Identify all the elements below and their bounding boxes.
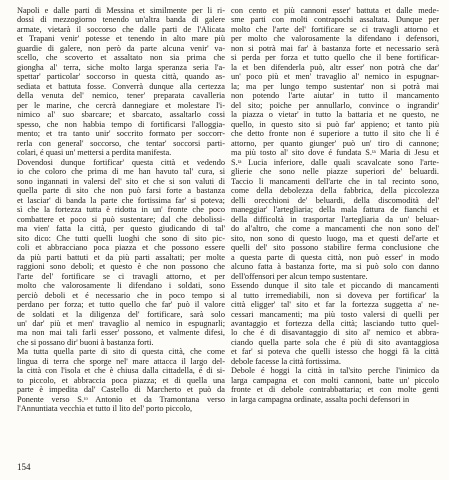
text-line: Napoli e dalle parti di Messina et similmente per li ri-	[17, 6, 225, 15]
text-line: Dovendosi dunque fortificar' questa città et vedendo	[17, 157, 225, 167]
text-line: la et ben difenderla può, altr esser' non potrà che dar'	[231, 62, 439, 72]
text-line: l'Annuntiata vecchia et tutto il lito del' porto piccolo,	[17, 404, 193, 414]
text-line: per le marine, che cercrà dannegiare et molestare l'i-	[17, 100, 225, 110]
text-line: ma vien' fatta la città, per questo giudicando di tal'	[17, 224, 225, 234]
text-line: armate, vietarà il soccorso che dalle parti de l'Alicata	[17, 24, 225, 34]
text-line: della venuta del' nemico, tener' preparata cavalleria	[17, 91, 225, 101]
text-line: sito, non sono di questo luogo, ma et questi del'arte et	[231, 233, 439, 243]
text-line: perciò deboli et é necessario che in poco tempo si	[17, 290, 225, 300]
text-line: delli orecchioni de' beluardi, della discomodità del'	[231, 195, 439, 205]
text-line: sì che la fortezza tutta è ridotta in un' fronte che poco	[17, 205, 225, 215]
text-line: quelli del' sito possono stabilire ferma conclusione che	[231, 243, 439, 253]
text-line: l'arte del' fortificare se ci travagli attorno, et per	[17, 271, 225, 281]
text-line: giongha al' terra, siche molto larga speranza seria l'a-	[17, 62, 225, 72]
text-line: città eligger' tal' sito et far la fortezza suggetta a' ne-	[231, 300, 439, 310]
text-line: rerla con general' soccorso, che tentar' soccorsi parti-	[17, 138, 225, 148]
text-line: quella parte di sito che non può farsi forte a bastanza	[17, 186, 225, 196]
text-line: sito dico: Che tutti quelli luoghi che sono di sito pic-	[17, 233, 225, 243]
text-line: la; ma per lungo tempo sustentar' non si potrà mai	[231, 81, 439, 91]
text-line: spettar' particolar' soccorso in questa città, quando as-	[17, 72, 225, 82]
text-line: lo che é di disavantaggio di sito al' nemico et abbra-	[231, 328, 439, 338]
text-line: cessari mancamenti; ma più tosto valersi di quelli per	[231, 309, 439, 319]
text-line: non si potrà mai far' à bastanza forte et necessario serà	[231, 43, 439, 53]
text-line: del sito; poiche per annullarlo, convince o ingrandir'	[231, 100, 439, 110]
text-line: dossi di mezzogiorno tenendo un'altra banda di galere	[17, 15, 225, 25]
text-line: Ma tutta quella parte di sito di questa città, che come	[17, 347, 225, 357]
text-line: et lasciar' di banda la parte che fortissima far' si poteva;	[17, 195, 225, 205]
text-line: mento; et tra tanto unir' soccrito formato per soccorr-	[17, 129, 225, 139]
text-line: sediata et battuta fosse. Converrà dunque alla certezza	[17, 81, 225, 91]
text-line: con cento et più cannoni esser' battuta et dalle mede-	[231, 6, 439, 15]
text-line: de soldati et la diligenza del' fortificare, sarà solo	[17, 309, 225, 319]
text-line: da più parti battuti et da più parti assaltati; per molte	[17, 252, 225, 262]
text-line: quello, in questo sito si può far' appieno; et tanto più	[231, 119, 439, 129]
text-line: molto che valorosamente li difendano i soldati, sono	[17, 281, 225, 291]
text-line: alcuno fatta à bastanza forte, ma si può solo con danno	[231, 262, 439, 272]
text-line: attorno, per quanto giunger' può un' tiro di cannone;	[231, 138, 439, 148]
text-line: per molto che valorosamente la difendano i defensori,	[231, 34, 439, 44]
text-line: ma più tosto al' sito dove é fundata S.ᵗᵃ Maria di Jesu et	[231, 148, 439, 158]
text-line: spesso, che non habbia tempo di fortificarsi l'alloggia-	[17, 119, 225, 129]
text-line: coli et abbracciano poca piazza et che possono essere	[17, 243, 225, 253]
text-line: che si possano dir' buoni à bastanza forti.	[17, 337, 154, 347]
text-line: Taccio li mancamenti dell'arte che in tal recinto sono,	[231, 176, 439, 186]
text-line: a questa parte di questa città, non può esser' in modo	[231, 252, 439, 262]
text-line: maneggiar' l'artegliaria; della mala fattura de fianchi et	[231, 205, 439, 215]
text-line: to piccolo, et abbraccia poca piazza; et di quella una	[17, 375, 225, 385]
text-line: S.ᵗᵃ Lucia inferiore, dalle quali scavalcate sono l'arte-	[231, 157, 439, 167]
text-line: glierie che sono nelle piazze superiori de' beluardi.	[231, 167, 439, 177]
text-line: la città con l'isola et che è chiusa dalla cittadella, é di si-	[17, 366, 225, 376]
text-line: do al'altro, che come a mancamenti che non sono del'	[231, 224, 439, 234]
text-line: Debole é hoggi la città in tal'sito perche l'inimico da	[231, 366, 439, 376]
text-line: ciando quella parte sola che é più di sito avantaggiosa	[231, 337, 439, 347]
text-line: Ponente verso S.ᵗᵒ Antonio et da Tramontana verso	[17, 394, 225, 404]
left-column	[17, 6, 225, 414]
text-line: un' poco più et men' travaglio al' nemico in espugnar-	[231, 72, 439, 82]
text-line: et far' si poteva che quelli istesso che hoggi fà la città	[231, 347, 439, 357]
text-line: Essendo dunque il sito tale et piccando di mancamenti	[231, 281, 439, 291]
text-line: dell'offensori per alcun tempo sustentare.	[231, 271, 368, 281]
text-line: avantaggio et fortezza della città; lasciando tutto quel-	[231, 318, 439, 328]
text-line: ma non mai tali farli esser' possono, et valmente difesi,	[17, 328, 225, 338]
text-line: la piazza o vietar' in tutto la battaria et ne questo, ne	[231, 110, 439, 120]
text-line: debole facesse la città fortissima.	[231, 356, 341, 366]
text-line: guardie di galere, non però da parte alcuna venir' va-	[17, 43, 225, 53]
text-line: si perda per forza et tutto quello che il bene fortificar-	[231, 53, 439, 63]
right-column	[231, 6, 439, 404]
page-number: 154	[17, 462, 31, 472]
text-line: in larga campagna ordinate, assalta pochi defensori in	[231, 394, 410, 404]
text-line: lingua di terra che sporge nel' mare attacca il largo del-	[17, 356, 225, 366]
text-line: perdano per forza; et tutto quello che far' può il valore	[17, 300, 225, 310]
text-line: come della debolezza della fabbrica, della piccolezza	[231, 186, 439, 196]
text-line: un' dar' più et men' travaglio al nemico in espugnarli;	[17, 318, 225, 328]
text-line: combattere et poco si può sustentare; dal che debolissi-	[17, 214, 225, 224]
text-line: et Trapani venir' potesse et tenendo in alto mare più	[17, 34, 225, 44]
text-line: al tutto irremediabili, non si doveva per fortificar' la	[231, 290, 439, 300]
text-line: raggioni sono deboli; et questo è che non possono che	[17, 262, 225, 272]
text-line: larga campagna et con molti cannoni, batte un' piccolo	[231, 375, 439, 385]
text-line: colari, é quasi un' mettersi a perdita manifesta.	[17, 148, 172, 158]
text-line: parte è impedita dal' Castello di Marcherto et può da	[17, 385, 225, 395]
text-line: non potendo l'arte aiutar' in tutto il mancamento	[231, 91, 439, 101]
text-line: sono ingannati in valersi del' sito et che si son valuti di	[17, 176, 225, 186]
text-line: che detto fronte non é superiore a tutto il sito che li é	[231, 129, 439, 139]
text-line: sme parti con molti contrapochi assaltata. Dunque per	[231, 15, 439, 25]
text-line: della difficoltà in trasportar l'artegliaria da un' beluar-	[231, 214, 439, 224]
text-line: fronte et di debole contrabbattaria; et con molte genti	[231, 385, 439, 395]
text-line: nimico al' suo sbarcare; et sbarcato, assaltarlo cossi	[17, 110, 225, 120]
text-line: io che coloro che prima di me han havuto tal' cura, si	[17, 167, 225, 177]
text-line: molto che l'arte del' fortificare se ci travagli attorno et	[231, 24, 439, 34]
text-line: scello, che scoverto et assaltato non sia prima che	[17, 53, 225, 63]
